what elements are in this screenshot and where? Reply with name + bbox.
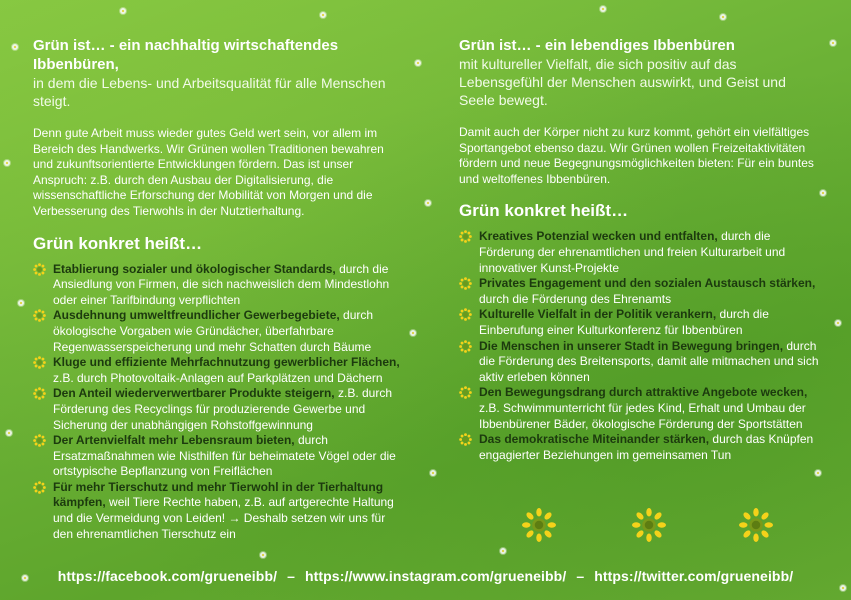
item-bold: Für mehr Tierschutz und mehr Tierwohl in der Tierhaltung kämpfen, xyxy=(53,479,384,510)
item-bold: Ausdehnung umweltfreundlicher Gewerbegebiete, xyxy=(53,308,340,323)
item-text: weil Tiere Rechte haben, z.B. auf artgerechte Haltung und die Vermeidung von Leiden! → Deshalb setzen wir uns für den ehrenamtlichen Tierschutz ein xyxy=(53,495,394,541)
item-text: durch die Förderung der ehrenamtlichen und freien Kulturarbeit und innovativer Kunst-Projekte xyxy=(479,229,786,275)
item-bold: Den Bewegungsdrang durch attraktive Angebote wecken, xyxy=(479,385,808,400)
sunflower-icon xyxy=(33,309,46,322)
right-paragraph: Damit auch der Körper nicht zu kurz kommt, gehört ein vielfältiges Sportangebot ebenso dazu. Wir Grünen wollen Freizeitaktivitäten fördern und neue Begegnungsmöglichkeiten bieten: Für ein buntes und weltoffenes Ibbenbüren. xyxy=(459,125,814,186)
item-text: z.B. durch Photovoltaik-Anlagen auf Parkplätzen und Dächern xyxy=(53,370,383,385)
right-intro: mit kultureller Vielfalt, die sich positiv auf das Lebensgefühl der Menschen auswirkt, und Geist und Seele bewegt. xyxy=(459,56,786,108)
item-bold: Kluge und effiziente Mehrfachnutzung gewerblicher Flächen, xyxy=(53,355,400,370)
facebook-link[interactable]: https://facebook.com/grueneibb/ xyxy=(57,568,278,584)
list-item xyxy=(33,308,403,355)
item-text: durch das Knüpfen engagierter Beziehungen im gemeinsamen Tun xyxy=(479,432,814,462)
item-bold: Das demokratische Miteinander stärken, xyxy=(479,432,710,447)
sunflower-icon xyxy=(33,481,46,494)
right-list xyxy=(459,229,819,463)
item-text: durch Ersatzmaßnahmen wie Nisthilfen für beheimatete Vögel oder die ortstypische Bepflanzung von Freiflächen xyxy=(53,433,396,479)
sunflower-icon xyxy=(459,340,472,353)
left-column xyxy=(33,36,403,542)
twitter-link[interactable]: https://twitter.com/grueneibb/ xyxy=(594,568,794,584)
sunflower-icon xyxy=(459,277,472,290)
list-item xyxy=(459,432,819,463)
item-bold: Der Artenvielfalt mehr Lebensraum bieten, xyxy=(53,433,295,448)
social-links-footer xyxy=(0,568,851,584)
item-text: durch die Ansiedlung von Firmen, die sich nachweislich dem Mindestlohn oder einer Tarifbindung verpflichten xyxy=(53,261,390,307)
left-paragraph: Denn gute Arbeit muss wieder gutes Geld wert sein, vor allem im Bereich des Handwerks. Wir Grünen wollen Traditionen bewahren und zukunftsorientierte Entwicklungen fördern. Das ist unser Anspruch: z.B. durch den Ausbau der Digitalisierung, die wissenschaftliche Erforschung der Mobilität von Morgen und die Verbesserung des Tierwohls in der Nutztierhaltung. xyxy=(33,126,384,218)
separator: – xyxy=(287,568,295,584)
list-item xyxy=(459,339,819,386)
list-item xyxy=(459,229,819,276)
item-bold: Privates Engagement und den sozialen Austausch stärken, xyxy=(479,276,816,291)
item-text: durch die Förderung des Breitensports, damit alle mitmachen und sich aktiv erleben können xyxy=(479,338,819,384)
list-item xyxy=(33,386,403,433)
left-list xyxy=(33,262,403,543)
left-heading: Grün ist… - ein nachhaltig wirtschaftendes Ibbenbüren, xyxy=(33,37,339,73)
left-subheading: Grün konkret heißt… xyxy=(33,233,203,253)
sunflower-icon xyxy=(459,386,472,399)
item-text: z.B. Schwimmunterricht für jedes Kind, Erhalt und Umbau der Ibbenbürener Bäder, ökologische Förderung der Sportstätten xyxy=(479,400,806,431)
sunflower-icon xyxy=(33,434,46,447)
sunflower-icon xyxy=(459,230,472,243)
sunflower-icon xyxy=(632,508,666,542)
list-item xyxy=(459,385,819,432)
item-text: durch ökologische Vorgaben wie Gründächer, überfahrbare Regenwasserspeicherung und mehr Schatten durch Bäume xyxy=(53,308,374,354)
item-bold: Kulturelle Vielfalt in der Politik verankern, xyxy=(479,307,717,322)
sunflower-icon xyxy=(522,508,556,542)
list-item xyxy=(33,433,403,480)
sunflower-icon xyxy=(459,308,472,321)
item-bold: Die Menschen in unserer Stadt in Bewegung bringen, xyxy=(479,338,784,353)
right-heading: Grün ist… - ein lebendiges Ibbenbüren xyxy=(459,37,735,54)
right-column xyxy=(459,36,819,463)
list-item xyxy=(459,276,819,307)
sunflower-icon xyxy=(33,356,46,369)
item-text: durch die Förderung des Ehrenamts xyxy=(479,291,672,306)
list-item xyxy=(459,307,819,338)
left-intro: in dem die Lebens- und Arbeitsqualität für alle Menschen steigt. xyxy=(33,75,386,109)
sunflower-icon xyxy=(459,433,472,446)
right-subheading: Grün konkret heißt… xyxy=(459,201,629,221)
item-text: durch die Einberufung einer Kulturkonferenz für Ibbenbüren xyxy=(479,307,769,337)
item-bold: Den Anteil wiederverwertbarer Produkte steigern, xyxy=(53,386,335,401)
list-item xyxy=(33,262,403,309)
item-text: z.B. durch Förderung des Recyclings für produzierende Gewerbe und Sicherung der unabhängigen Rohstoffgewinnung xyxy=(53,386,393,432)
separator: – xyxy=(576,568,585,584)
sunflower-icon xyxy=(33,387,46,400)
item-bold: Etablierung sozialer und ökologischer Standards, xyxy=(53,261,336,276)
list-item xyxy=(33,480,403,542)
sunflower-icon xyxy=(33,263,46,276)
list-item xyxy=(33,355,403,386)
instagram-link[interactable]: https://www.instagram.com/grueneibb/ xyxy=(304,568,567,584)
item-bold: Kreatives Potenzial wecken und entfalten, xyxy=(479,229,718,244)
sunflower-icon xyxy=(739,508,773,542)
